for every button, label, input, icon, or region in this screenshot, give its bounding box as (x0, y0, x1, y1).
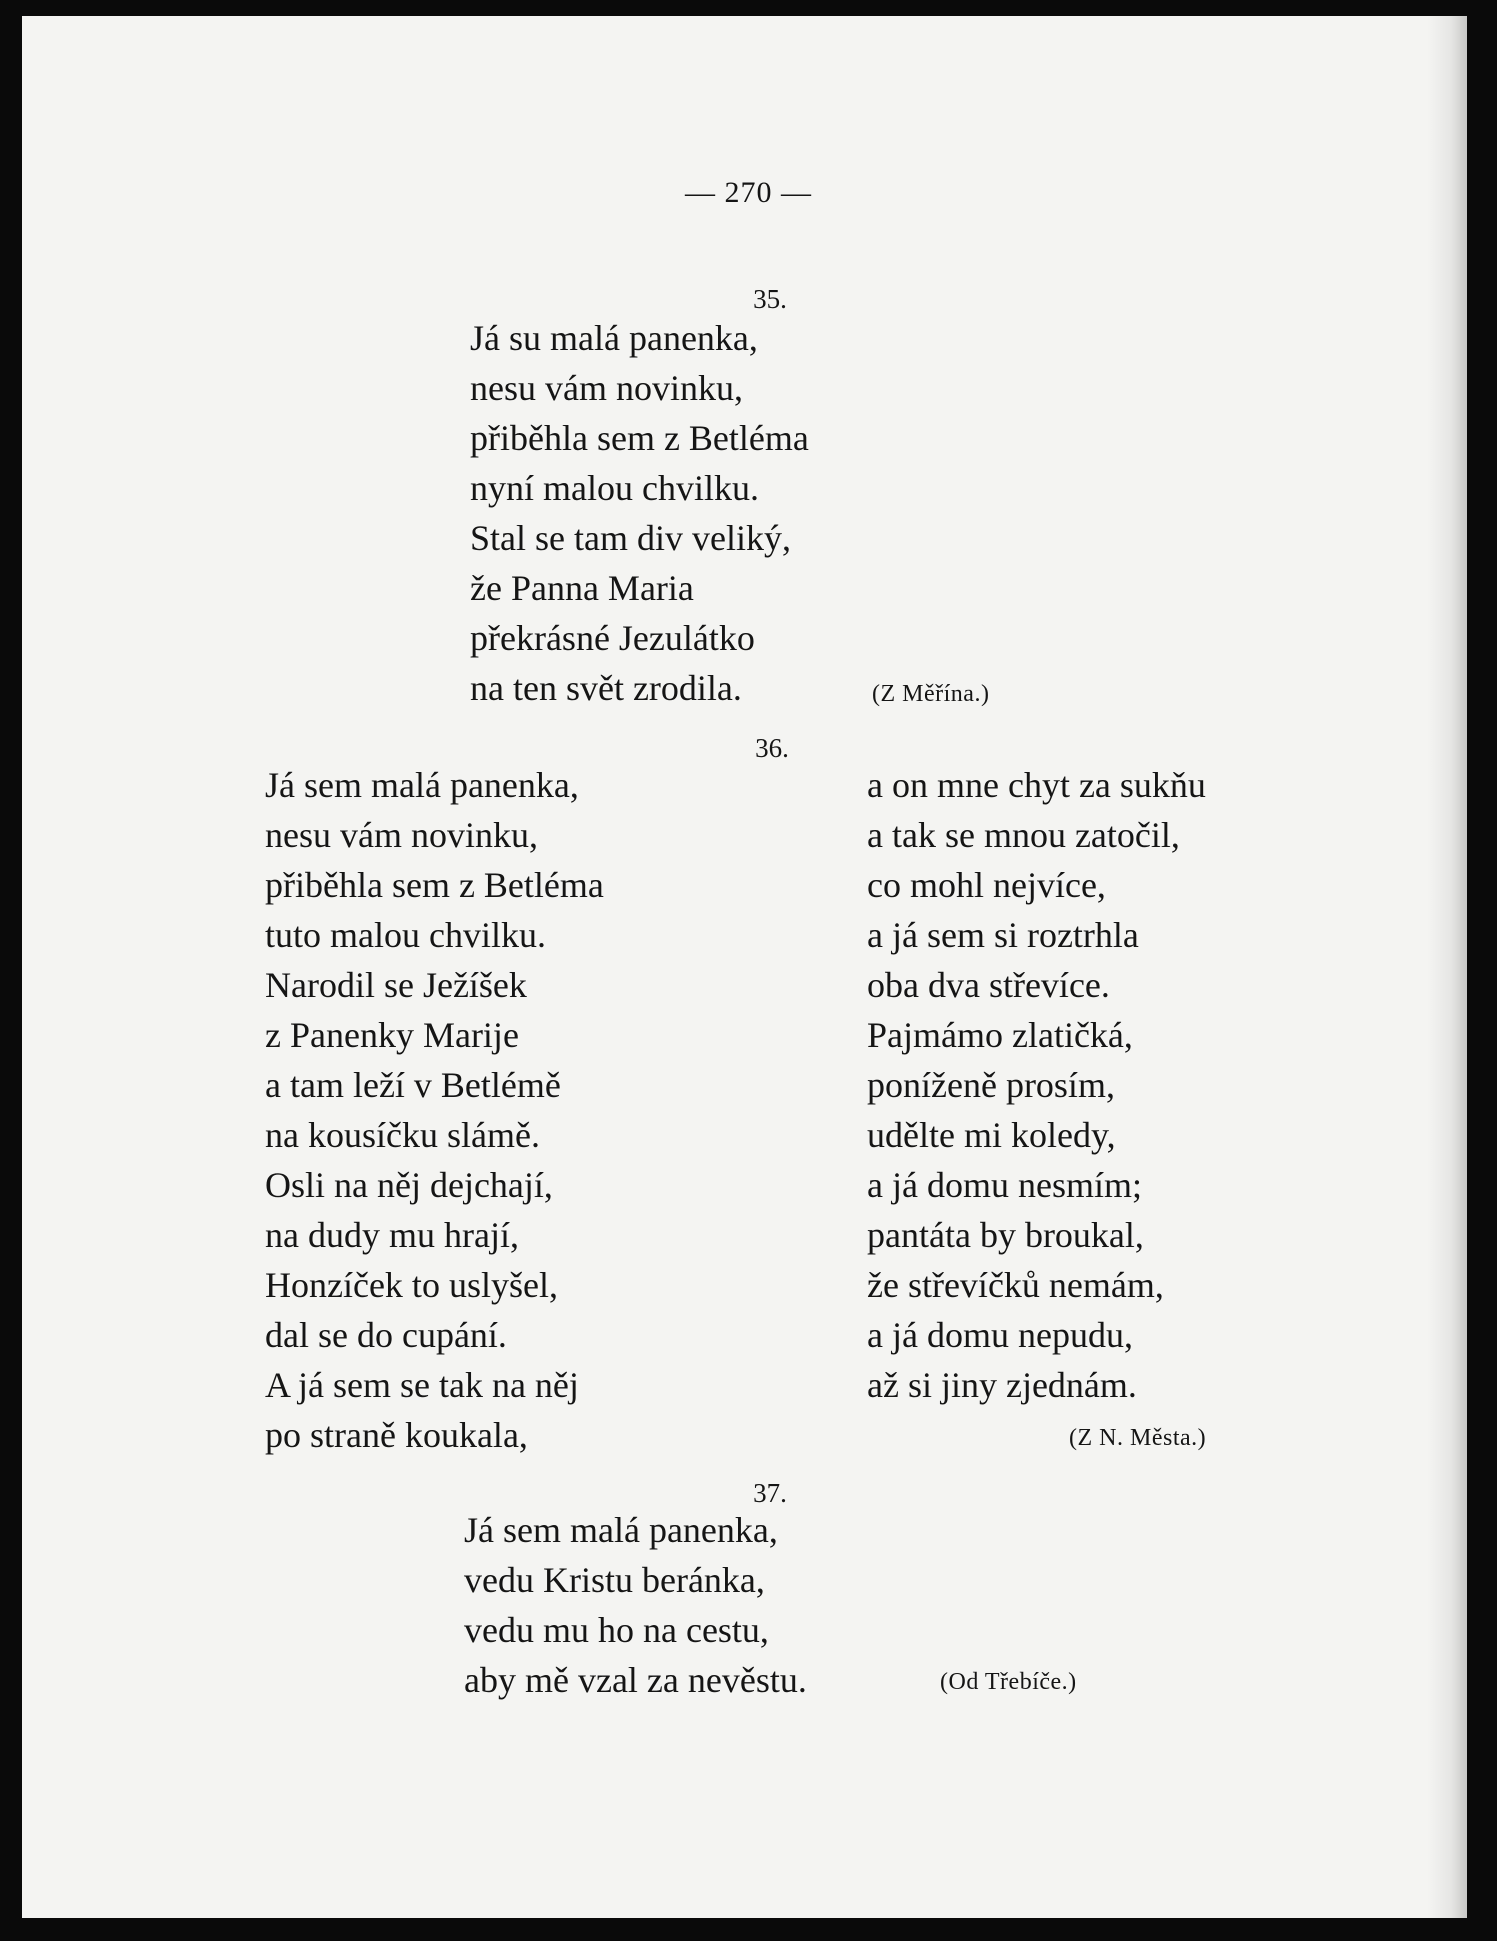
poem-line: Pajmámo zlatičká, (867, 1015, 1133, 1055)
poem-line: z Panenky Marije (265, 1015, 519, 1055)
page-number: — 270 — (685, 176, 812, 209)
poem-line: překrásné Jezulátko (470, 618, 755, 658)
poem-line: Já su malá panenka, (470, 318, 758, 358)
poem-line: vedu mu ho na cestu, (464, 1610, 769, 1650)
page-edge-shadow (1427, 16, 1467, 1918)
poem-line: a tak se mnou zatočil, (867, 815, 1180, 855)
poem-line: dal se do cupání. (265, 1315, 507, 1355)
poem-number-35: 35. (753, 284, 787, 314)
poem-line: Stal se tam div veliký, (470, 518, 791, 558)
source-note-36: (Z N. Města.) (1069, 1425, 1207, 1451)
poem-line: oba dva střevíce. (867, 965, 1110, 1005)
poem-line: A já sem se tak na něj (265, 1365, 579, 1405)
source-note-35: (Z Měřína.) (872, 681, 990, 707)
poem-line: na ten svět zrodila. (470, 668, 742, 708)
poem-line: aby mě vzal za nevěstu. (464, 1660, 807, 1700)
poem-line: a já domu nesmím; (867, 1165, 1142, 1205)
poem-line: a já sem si roztrhla (867, 915, 1139, 955)
poem-line: že Panna Maria (470, 568, 694, 608)
poem-line: na dudy mu hrají, (265, 1215, 519, 1255)
poem-line: Osli na něj dejchají, (265, 1165, 553, 1205)
poem-line: a já domu nepudu, (867, 1315, 1133, 1355)
poem-line: že střevíčků nemám, (867, 1265, 1164, 1305)
poem-line: nesu vám novinku, (265, 815, 538, 855)
poem-number-37: 37. (753, 1478, 787, 1508)
poem-line: nyní malou chvilku. (470, 468, 759, 508)
poem-line: pantáta by broukal, (867, 1215, 1144, 1255)
poem-line: na kousíčku slámě. (265, 1115, 540, 1155)
poem-line: přiběhla sem z Betléma (470, 418, 809, 458)
poem-line: Honzíček to uslyšel, (265, 1265, 558, 1305)
poem-line: nesu vám novinku, (470, 368, 743, 408)
poem-line: co mohl nejvíce, (867, 865, 1106, 905)
poem-line: a on mne chyt za sukňu (867, 765, 1206, 805)
poem-line: poníženě prosím, (867, 1065, 1115, 1105)
poem-line: Narodil se Ježíšek (265, 965, 527, 1005)
poem-number-36: 36. (755, 733, 789, 763)
poem-line: tuto malou chvilku. (265, 915, 546, 955)
poem-line: vedu Kristu beránka, (464, 1560, 765, 1600)
poem-line: až si jiny zjednám. (867, 1365, 1137, 1405)
poem-line: po straně koukala, (265, 1415, 528, 1455)
poem-line: přiběhla sem z Betléma (265, 865, 604, 905)
poem-line: udělte mi koledy, (867, 1115, 1116, 1155)
source-note-37: (Od Třebíče.) (940, 1669, 1077, 1695)
poem-line: Já sem malá panenka, (265, 765, 579, 805)
poem-line: a tam leží v Betlémě (265, 1065, 561, 1105)
poem-line: Já sem malá panenka, (464, 1510, 778, 1550)
